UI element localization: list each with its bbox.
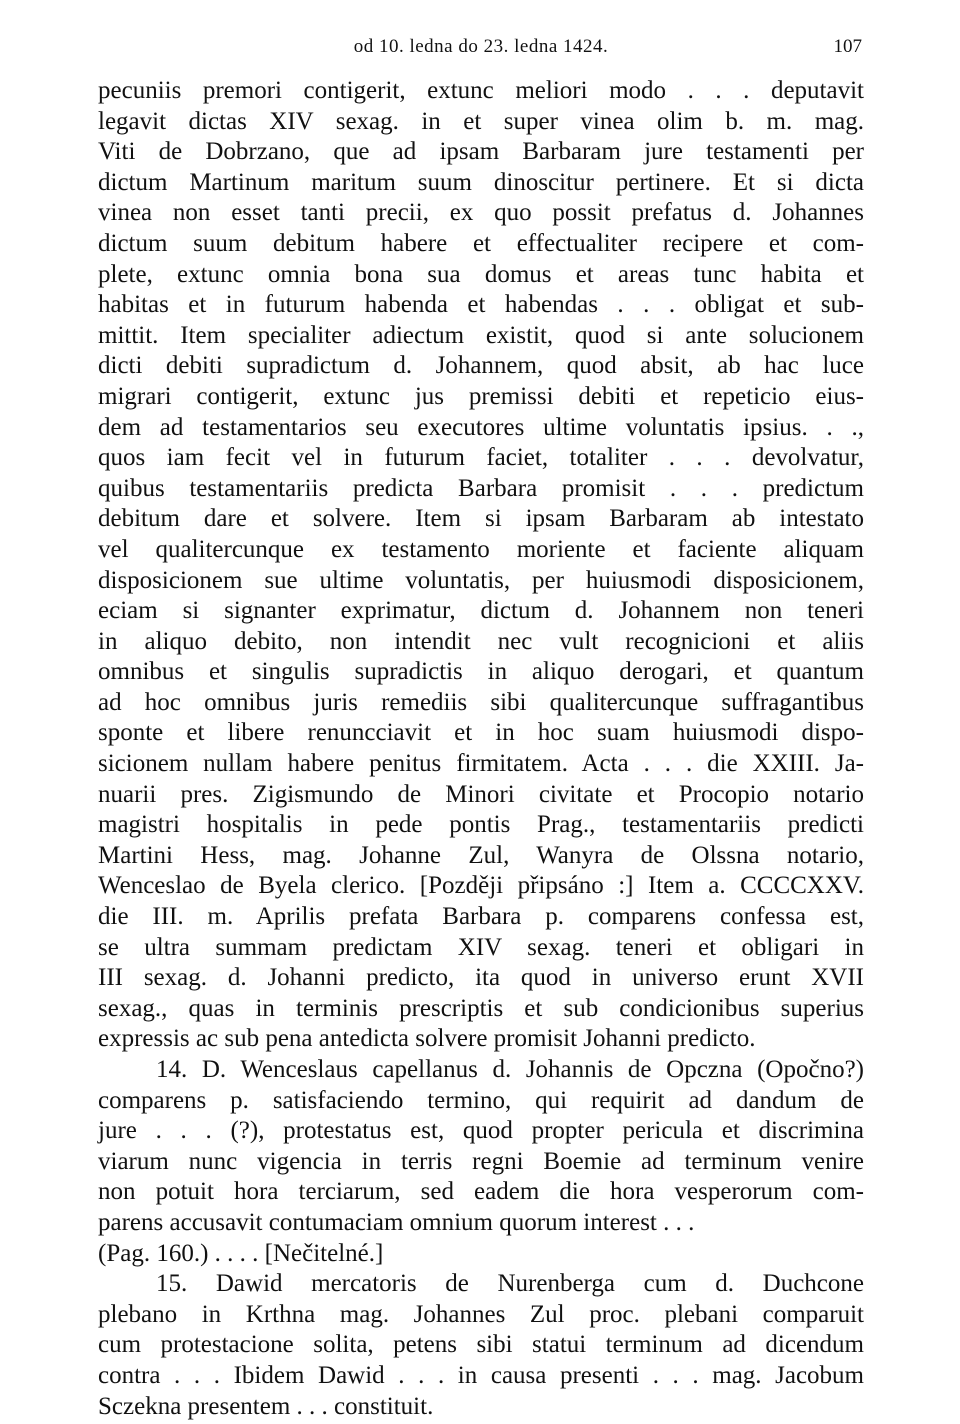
- text-line: se ultra summam predictam XIV sexag. teneri et obligari in: [98, 933, 864, 961]
- running-title: od 10. ledna do 23. ledna 1424.: [353, 36, 609, 57]
- text-line: Sczekna presentem . . . constituit.: [98, 1392, 434, 1420]
- text-line: non potuit hora terciarum, sed eadem die hora vesperorum com-: [98, 1178, 864, 1206]
- text-line: ad hoc omnibus juris remediis sibi qualitercunque suffragantibus: [98, 688, 864, 716]
- text-line: debitum dare et solvere. Item si ipsam Barbaram ab intestato: [98, 505, 864, 533]
- text-line: vinea non esset tanti precii, ex quo possit prefatus d. Johannes: [98, 199, 864, 227]
- text-line: sponte et libere renuncciavit et in hoc suam huiusmodi dispo-: [98, 719, 864, 747]
- text-line: contra . . . Ibidem Dawid . . . in causa presenti . . . mag. Jacobum: [98, 1361, 864, 1389]
- text-line: dicti debiti supradictum d. Johannem, quod absit, ab hac luce: [98, 352, 864, 380]
- text-line: expressis ac sub pena antedicta solvere promisit Johanni predicto.: [98, 1025, 756, 1053]
- text-line: sexag., quas in terminis prescriptis et sub condicionibus superius: [98, 994, 864, 1022]
- text-line: Wenceslao de Byela clerico. [Později připsáno :] Item a. CCCCXXV.: [98, 872, 864, 900]
- text-line: plebano in Krthna mag. Johannes Zul proc. plebani comparuit: [98, 1300, 864, 1328]
- text-line: vel qualitercunque ex testamento moriente et faciente aliquam: [98, 535, 864, 563]
- text-line: disposicionem sue ultime voluntatis, per huiusmodi disposicionem,: [98, 566, 864, 594]
- text-line: nuarii pres. Zigismundo de Minori civitate et Procopio notario: [98, 780, 864, 808]
- text-line: plete, extunc omnia bona sua domus et areas tunc habita et: [98, 260, 864, 288]
- page-header: [98, 30, 864, 68]
- text-line: Martini Hess, mag. Johanne Zul, Wanyra de Olssna notario,: [98, 841, 864, 869]
- text-line: cum protestacione solita, petens sibi statui terminum ad dicendum: [98, 1331, 864, 1359]
- text-line: pecuniis premori contigerit, extunc meliori modo . . . deputavit: [98, 77, 864, 104]
- text-line: comparens p. satisfaciendo termino, qui requirit ad dandum de: [98, 1086, 864, 1114]
- text-line: 15. Dawid mercatoris de Nurenberga cum d. Duchcone: [156, 1270, 864, 1298]
- text-line: sicionem nullam habere penitus firmitatem. Acta . . . die XXIII. Ja-: [98, 750, 864, 778]
- text-line: mittit. Item specialiter adiectum existit, quod si ante solucionem: [98, 321, 864, 349]
- text-line: quos iam fecit vel in futurum faciet, totaliter . . . devolvatur,: [98, 444, 864, 472]
- text-line: eciam si signanter exprimatur, dictum d. Johannem non teneri: [98, 597, 864, 625]
- text-line: Viti de Dobrzano, que ad ipsam Barbaram jure testamenti per: [98, 138, 864, 166]
- text-line: viarum nunc vigencia in terris regni Boemie ad terminum venire: [98, 1147, 864, 1175]
- body-text: [98, 76, 864, 1422]
- text-line: quibus testamentariis predicta Barbara promisit . . . predictum: [98, 474, 864, 502]
- text-line: migrari contigerit, extunc jus premissi debiti et repeticio eius-: [98, 382, 864, 410]
- text-line: III sexag. d. Johanni predicto, ita quod in universo erunt XVII: [98, 964, 864, 992]
- text-line: parens accusavit contumaciam omnium quorum interest . . .: [98, 1208, 695, 1236]
- text-line: dem ad testamentarios seu executores ultime voluntatis ipsius. . .,: [98, 413, 864, 441]
- text-line: (Pag. 160.) . . . . [Nečitelné.]: [98, 1239, 384, 1267]
- text-line: in aliquo debito, non intendit nec vult recognicioni et aliis: [98, 627, 864, 655]
- text-line: die III. m. Aprilis prefata Barbara p. comparens confessa est,: [98, 903, 864, 931]
- text-line: jure . . . (?), protestatus est, quod propter pericula et discrimina: [98, 1117, 864, 1145]
- text-line: dictum Martinum maritum suum dinoscitur pertinere. Et si dicta: [98, 168, 864, 196]
- text-line: omnibus et singulis supradictis in aliquo derogari, et quantum: [98, 658, 864, 686]
- text-line: habitas et in futurum habenda et habendas . . . obligat et sub-: [98, 291, 864, 319]
- text-line: magistri hospitalis in pede pontis Prag., testamentariis predicti: [98, 811, 864, 839]
- document-page: [98, 30, 864, 1422]
- text-line: dictum suum debitum habere et effectualiter recipere et com-: [98, 229, 864, 257]
- text-line: legavit dictas XIV sexag. in et super vinea olim b. m. mag.: [98, 107, 864, 135]
- page-number: 107: [833, 36, 862, 57]
- text-line: 14. D. Wenceslaus capellanus d. Johannis de Opczna (Opočno?): [156, 1056, 864, 1083]
